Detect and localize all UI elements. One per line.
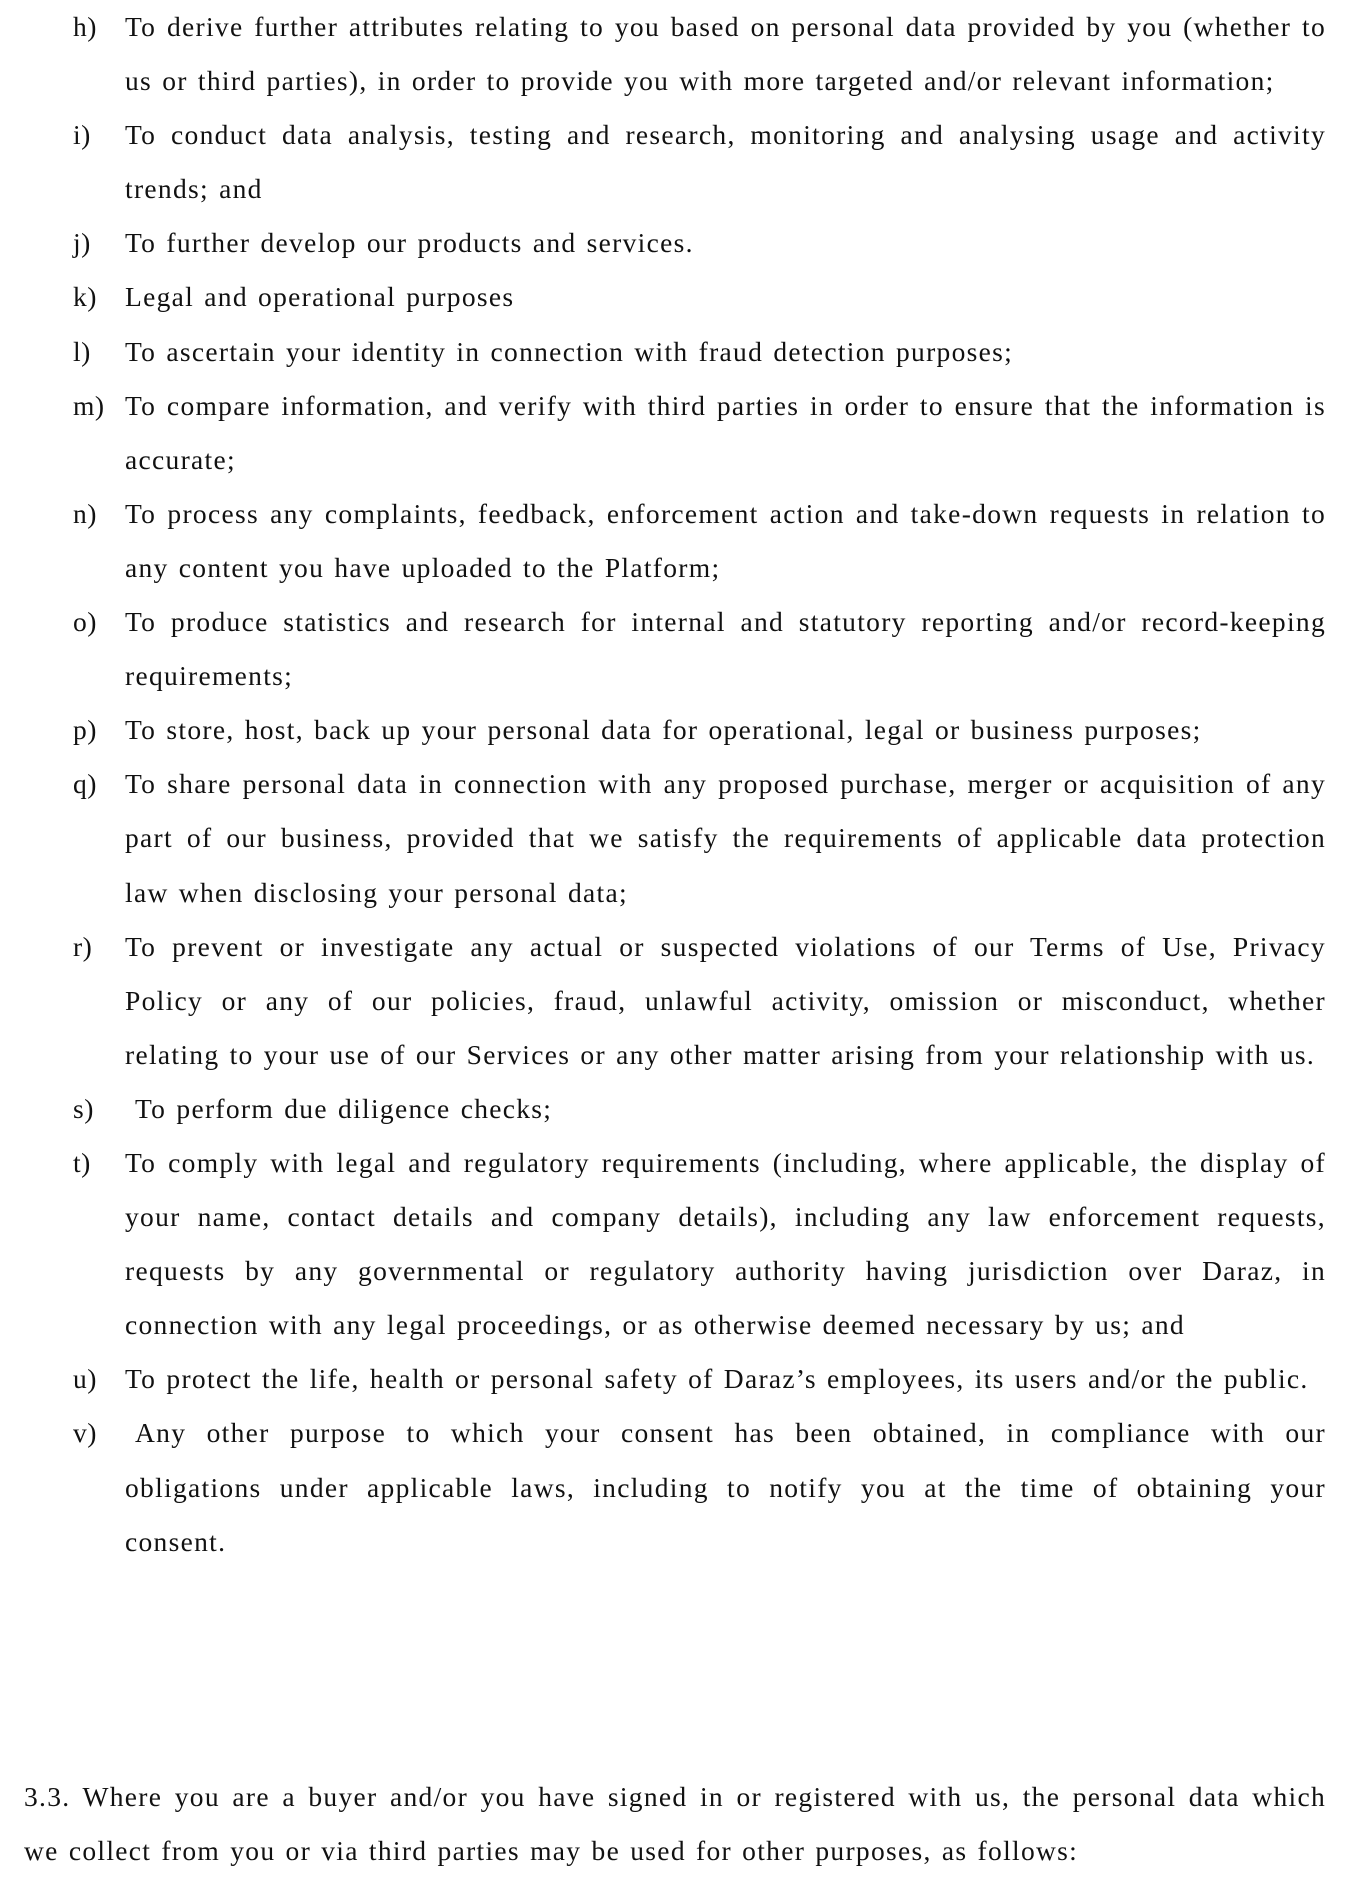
list-item-m <box>73 379 1326 487</box>
list-item-u <box>73 1352 1326 1406</box>
list-item-l <box>73 325 1326 379</box>
list-marker: t) <box>73 1146 91 1178</box>
list-marker: v) <box>73 1417 97 1449</box>
list-marker: o) <box>73 606 97 638</box>
list-item-r <box>73 920 1326 1082</box>
list-item-text: To conduct data analysis, testing and research, monitoring and analysing usage and activity trends; and <box>125 119 1326 205</box>
list-item-s <box>73 1082 1326 1136</box>
list-item-n <box>73 487 1326 595</box>
list-item-p <box>73 703 1326 757</box>
section-3-3-paragraph: 3.3. Where you are a buyer and/or you have signed in or registered with us, the personal data which we collect from you or via third parties may be used for other purposes, as follows: <box>24 1781 1326 1867</box>
list-marker: q) <box>73 768 97 800</box>
list-item-o <box>73 595 1326 703</box>
list-marker: n) <box>73 497 97 529</box>
list-item-q <box>73 757 1326 919</box>
list-item-text: To ascertain your identity in connection with fraud detection purposes; <box>125 335 1014 367</box>
list-item-text: Any other purpose to which your consent has been obtained, in compliance with our obligations under applicable laws, including to notify you at the time of obtaining your consent. <box>125 1417 1326 1557</box>
list-item-text: To derive further attributes relating to you based on personal data provided by you (whether to us or third parties), in order to provide you with more targeted and/or relevant information; <box>125 11 1326 97</box>
list-item-t <box>73 1136 1326 1352</box>
purposes-list <box>73 0 1326 1569</box>
list-item-text: To perform due diligence checks; <box>135 1092 553 1124</box>
list-marker: h) <box>73 11 97 42</box>
list-marker: s) <box>73 1092 94 1124</box>
list-item-text: To further develop our products and services. <box>125 227 694 259</box>
list-item-text: To prevent or investigate any actual or suspected violations of our Terms of Use, Privacy Policy or any of our policies, fraud, unlawful activity, omission or misconduct, whether relating to your use of our Services or any other matter arising from your relationship with us. <box>125 930 1326 1070</box>
list-item-text: To protect the life, health or personal safety of Daraz’s employees, its users and/or the public. <box>125 1363 1309 1395</box>
list-marker: u) <box>73 1363 97 1395</box>
list-item-text: To store, host, back up your personal data for operational, legal or business purposes; <box>125 714 1202 746</box>
list-marker: r) <box>73 930 93 962</box>
list-marker: k) <box>73 281 97 313</box>
list-item-text: Legal and operational purposes <box>125 281 515 313</box>
list-item-text: To compare information, and verify with third parties in order to ensure that the information is accurate; <box>125 389 1326 475</box>
list-marker: p) <box>73 714 97 746</box>
list-marker: i) <box>73 119 91 151</box>
list-item-h <box>73 0 1326 108</box>
list-marker: l) <box>73 335 91 367</box>
list-item-text: To process any complaints, feedback, enforcement action and take-down requests in relation to any content you have uploaded to the Platform; <box>125 497 1326 583</box>
list-marker: j) <box>73 227 91 259</box>
list-item-v <box>73 1406 1326 1568</box>
list-item-text: To produce statistics and research for internal and statutory reporting and/or record-keeping requirements; <box>125 606 1326 692</box>
list-marker: m) <box>73 389 105 421</box>
list-item-i <box>73 108 1326 216</box>
list-item-text: To share personal data in connection with any proposed purchase, merger or acquisition of any part of our business, provided that we satisfy the requirements of applicable data protection law when disclosing your personal data; <box>125 768 1326 908</box>
list-item-k <box>73 270 1326 324</box>
list-item-j <box>73 216 1326 270</box>
list-item-text: To comply with legal and regulatory requirements (including, where applicable, the display of your name, contact details and company details), including any law enforcement requests, requests by any governmental or regulatory authority having jurisdiction over Daraz, in connection with any legal proceedings, or as otherwise deemed necessary by us; and <box>125 1146 1326 1341</box>
